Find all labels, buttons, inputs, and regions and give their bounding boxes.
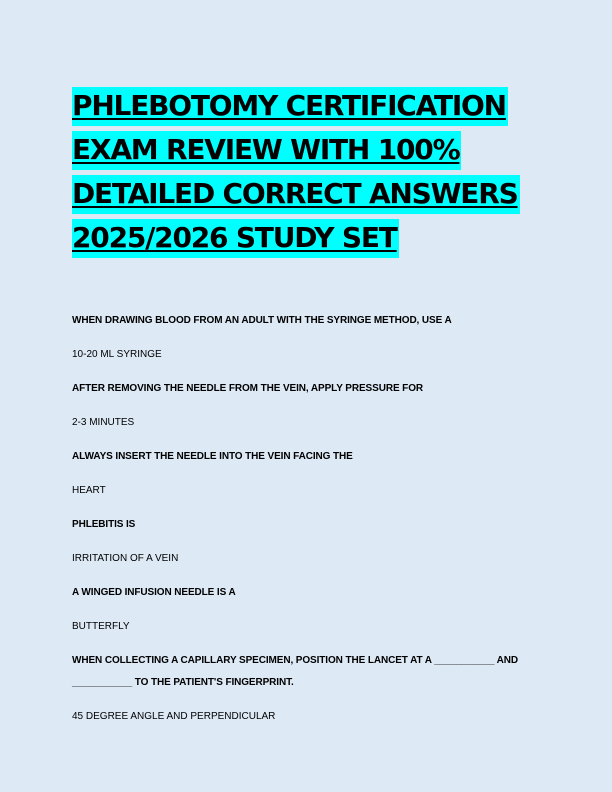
answer-text: 10-20 ML SYRINGE	[72, 349, 162, 360]
question-text: WHEN COLLECTING A CAPILLARY SPECIMEN, POSITION THE LANCET AT A ___________ AND ___________ TO THE PATIENT'S FINGERPRINT.	[72, 655, 518, 688]
title-line: DETAILED CORRECT ANSWERS	[72, 172, 542, 216]
question-text: WHEN DRAWING BLOOD FROM AN ADULT WITH THE SYRINGE METHOD, USE A	[72, 315, 452, 326]
title-line: 2025/2026 STUDY SET	[72, 216, 542, 260]
answer-text: 45 DEGREE ANGLE AND PERPENDICULAR	[72, 711, 276, 722]
answer-text: HEART	[72, 485, 106, 496]
title-line: EXAM REVIEW WITH 100%	[72, 128, 542, 172]
answer-text: IRRITATION OF A VEIN	[72, 553, 179, 564]
title-line: PHLEBOTOMY CERTIFICATION	[72, 84, 542, 128]
question-text: PHLEBITIS IS	[72, 519, 136, 530]
answer-text: 2-3 MINUTES	[72, 417, 135, 428]
qa-list	[72, 310, 542, 728]
question-text: A WINGED INFUSION NEEDLE IS A	[72, 587, 236, 598]
answer-text: BUTTERFLY	[72, 621, 130, 632]
document-page	[72, 84, 542, 740]
question-text: ALWAYS INSERT THE NEEDLE INTO THE VEIN FACING THE	[72, 451, 353, 462]
question-text: AFTER REMOVING THE NEEDLE FROM THE VEIN, APPLY PRESSURE FOR	[72, 383, 423, 394]
document-title	[72, 84, 542, 260]
